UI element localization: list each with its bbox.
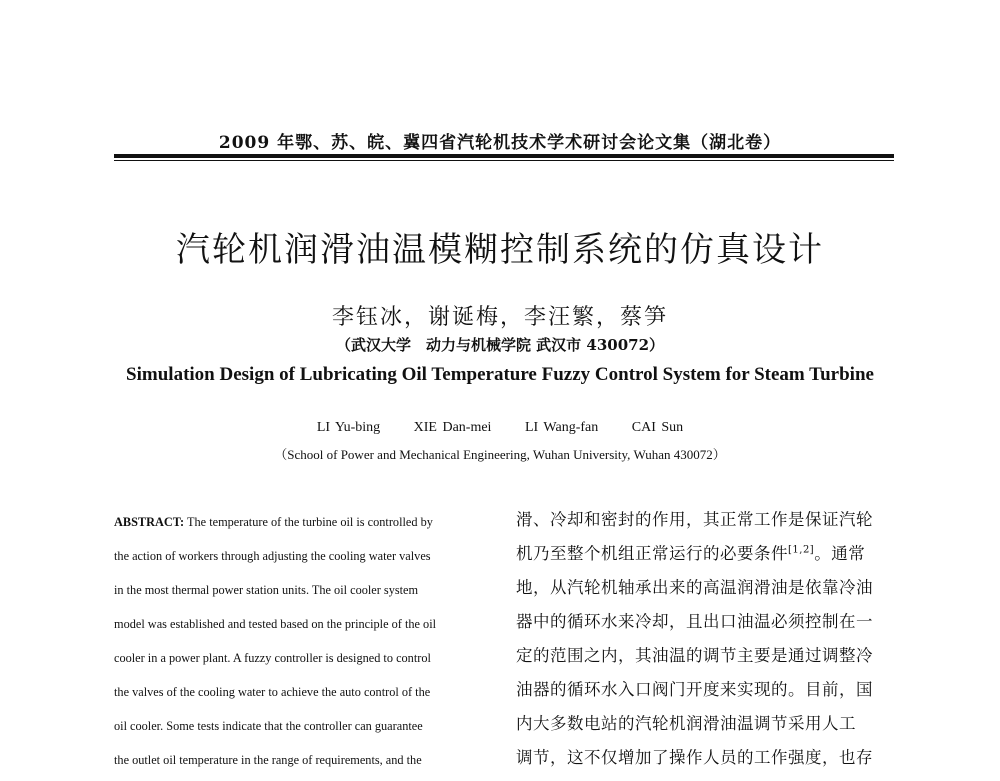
abstract-line: model was established and tested based on the principle of the oil [114,617,437,631]
body-line: 滑、冷却和密封的作用，其正常工作是保证汽轮 [516,510,873,529]
body-line: 调节，这不仅增加了操作人员的工作强度，也存 [516,748,873,767]
body-line: 油器的循环水入口阀门开度来实现的。目前，国 [516,680,873,699]
author-en: CAI Sun [631,420,684,435]
author-en: LI Yu-bing [316,420,381,435]
paper-title-cn: 汽轮机润滑油温模糊控制系统的仿真设计 [176,230,824,270]
abstract-line: the outlet oil temperature in the range of requirements, and the [114,753,422,767]
abstract-line: cooler in a power plant. A fuzzy controller is designed to control [114,651,431,665]
abstract-line: oil cooler. Some tests indicate that the controller can guarantee [114,719,423,733]
header-rule-thick [114,154,894,158]
body-line: 机乃至整个机组正常运行的必要条件[1,2]。通常 [516,544,866,563]
abstract-label: ABSTRACT: [114,515,185,529]
body-column-cn [516,505,896,777]
abstract-line: ABSTRACT: The temperature of the turbine oil is controlled by [114,515,433,529]
authors-cn: 李钰冰，谢诞梅，李汪繁，蔡笋 [331,305,668,330]
body-line: 器中的循环水来冷却，且出口油温必须控制在一 [516,612,873,631]
body-line: 地，从汽轮机轴承出来的高温润滑油是依靠冷油 [516,578,873,597]
abstract-column [114,509,486,781]
abstract-line: the action of workers through adjusting the cooling water valves [114,549,431,563]
affiliation-cn: （武汉大学 动力与机械学院 武汉市 430072） [335,336,665,354]
body-line: 内大多数电站的汽轮机润滑油温调节采用人工 [516,714,856,733]
paper-title-en: Simulation Design of Lubricating Oil Temperature Fuzzy Control System for Steam Turbine [126,364,874,385]
affiliation-en: （School of Power and Mechanical Engineering, Wuhan University, Wuhan 430072） [274,447,726,462]
authors-en [0,420,1000,436]
abstract-line: the valves of the cooling water to achieve the auto control of the [114,685,431,699]
proceedings-header: 2009 年鄂、苏、皖、冀四省汽轮机技术学术研讨会论文集（湖北卷） [218,133,782,153]
body-line: 定的范围之内，其油温的调节主要是通过调整冷 [516,646,873,665]
header-rule-thin [114,160,894,161]
author-en: XIE Dan-mei [413,420,492,435]
author-en: LI Wang-fan [524,420,599,435]
abstract-line: in the most thermal power station units. The oil cooler system [114,583,419,597]
citation: [1,2] [788,544,815,556]
